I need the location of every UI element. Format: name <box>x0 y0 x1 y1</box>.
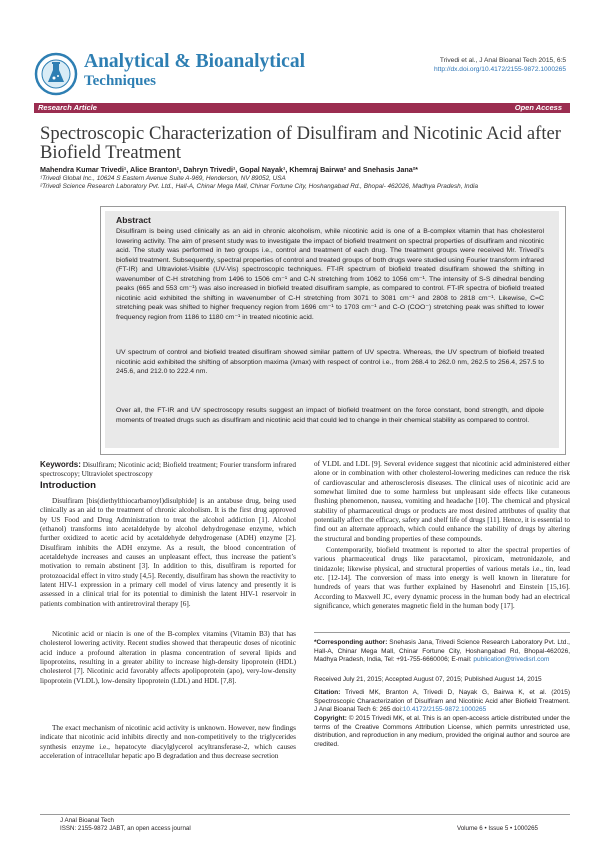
copyright-note <box>314 715 570 749</box>
keywords <box>40 460 296 480</box>
intro-paragraph-3: The exact mechanism of nicotinic acid activity is unknown. However, new findings indicate that nicotinic acid inhibits directly and non-competitively to the triglycerides synthesis enzyme i.e., hepatocyte diacylglycerol acyltransferase-2, which causes acceleration of intracellular hepatic apo B degradation and thus decrease secretion <box>40 724 296 761</box>
keywords-label: Keywords: <box>40 460 81 469</box>
footer-issn: ISSN: 2155-9872 JABT, an open access journal <box>60 825 191 832</box>
article-title: Spectroscopic Characterization of Disulfiram and Nicotinic Acid after Biofield Treatment <box>40 123 561 163</box>
intro-paragraph-2: Nicotinic acid or niacin is one of the B-complex vitamins (Vitamin B3) that has cholesterol lowering activity. Recent studies showed that therapeutic doses of nicotinic acid induce a profound alteration in plasma concentration of several lipids and lipoproteins, resulting in a greater ability to increase high-density lipoprotein (HDL) cholesterol [7]. Nicotinic acid favorably affects apolipoprotein (apo), very-low-density lipoprotein (VLDL), low-density lipoprotein (LDL) and HDL [7,8]. <box>40 630 296 685</box>
citation-text: Trivedi MK, Branton A, Trivedi D, Nayak G, Bairwa K, et al. (2015) Spectroscopic Characterization of Disulfiram and Nicotinic Acid after Biofield Treatment. J Anal Bioanal Tech 6: 265 doi: <box>314 689 570 713</box>
introduction-heading: Introduction <box>40 480 96 491</box>
abstract-paragraph-3: Over all, the FT-IR and UV spectroscopy results suggest an impact of biofield treatment on the force constant, bond strength, and dipole moments of treated drugs such as disulfiram and nicotinic acid that could led to change in their chemical stability as compared to control. <box>116 407 544 424</box>
footer-journal: J Anal Bioanal Tech <box>60 817 114 824</box>
right-paragraph-1: of VLDL and LDL [9]. Several evidence suggest that nicotinic acid administered either alone or in combination with other cholesterol-lowering medicines can reduce the risk of cardiovascular and atherosclerosis diseases. The clinical uses of nicotinic acid are somewhat limited due to some harmless but unpleasant side effects like cutaneous flushing phenomenon, nausea, vomiting and headache [10]. The chemical and physical stability of pharmaceutical drugs or products are most desired attributes of quality that potentially affect the efficacy, safety and shelf life of drugs [11]. Hence, it is essential to find out an alternate approach, which could enhance the stability of drugs by altering the structural and bonding properties of these compounds. <box>314 460 570 543</box>
copyright-label: Copyright: <box>314 715 347 722</box>
corresponding-author-note <box>314 639 570 665</box>
journal-logo <box>34 52 78 96</box>
article-type-bar <box>34 103 570 113</box>
footer-divider <box>40 814 570 815</box>
abstract-heading: Abstract <box>116 215 151 225</box>
open-access-label: Open Access <box>514 103 562 112</box>
affiliation-1: ¹Trivedi Global Inc., 10624 S Eastern Avenue Suite A-969, Henderson, NV 89052, USA <box>40 175 286 182</box>
abstract-paragraph-1: Disulfiram is being used clinically as an aid in chronic alcoholism, while nicotinic acid is one of a B-complex vitamin that has cholesterol lowering activity. The aim of present study was to investigate the impact of biofield treatment on spectral properties of disulfiram and nicotinic acid. The study was performed in two groups i.e., control and treatment of each drug. The treatment groups were received Mr. Trivedi’s biofield treatment. Subsequently, spectral properties of control and treated groups of both drugs were studied using Fourier transform infrared (FT-IR) and Ultraviolet-Visible (UV-Vis) spectroscopic techniques. FT-IR spectrum of biofield treated disulfiram showed the shifting in wavenumber of C-H stretching from 1496 to 1506 cm⁻¹ and C-N stretching from 1062 to 1056 cm⁻¹. The intensity of S-S dihedral bending peaks (665 and 553 cm⁻¹) was also increased in biofield treated disulfiram sample, as compared to control. FT-IR spectra of biofield treated nicotinic acid exhibited the shifting in wavenumber of C-H stretching from 3071 to 3081 cm⁻¹ and 2808 to 2818 cm⁻¹. Likewise, C=C stretching peak was shifted to higher frequency region from 1696 cm⁻¹ to 1703 cm⁻¹ and C-O (COO⁻) stretching peak was shifted to lower frequency region from 1186 to 1180 cm⁻¹ in treated nicotinic acid. <box>116 228 544 321</box>
abstract-paragraph-2: UV spectrum of control and biofield treated disulfiram showed similar pattern of UV spectra. Whereas, the UV spectrum of biofield treated nicotinic acid exhibited the shifting of absorption maxima (λmax) with respect of control i.e., from 268.4 to 262.0 nm, 262.5 to 256.4, 257.5 to 245.6, and 212.0 to 222.4 nm. <box>116 349 544 376</box>
notes-divider <box>314 632 570 633</box>
intro-paragraph-1: Disulfiram [bis(diethylthiocarbamoyl)disulphide] is an antabuse drug, being used clinically as an aid to the treatment of chronic alcoholism. It is the first drug approved by US Food and Drug Administration to treat the alcohol addiction [1]. Alcohol (ethanol) transforms into acetaldehyde by alcohol dehydrogenase enzyme, which further oxidized to acetic acid by acetaldehyde dehydrogenase (ADH) enzyme [2]. Disulfiram inhibits the ADH enzyme. As a result, the blood concentration of acetaldehyde increases and causes an unpleasant effect, thus increase the patient’s motivation to remain abstinent [3]. In addition to this, disulfiram is reported for protozoacidal effect in vitro study [4,5]. Recently, disulfiram has shown the reactivity to latent HIV-1 expression in a primary cell model of virus latency and presently it is assessed in a clinical trial for its potential to diminish the latent HIV-1 reservoir in patients combination with antiretroviral therapy [6]. <box>40 497 296 608</box>
author-list: Mahendra Kumar Trivedi¹, Alice Branton¹, Dahryn Trivedi¹, Gopal Nayak¹, Khemraj Bairwa² and Snehasis Jana²* <box>40 165 418 174</box>
email-link[interactable]: publication@trivedisrl.com <box>473 656 550 663</box>
keywords-text: Disulfiram; Nicotinic acid; Biofield treatment; Fourier transform infrared spectroscopy; Ultraviolet spectroscopy <box>40 461 296 479</box>
citation-note <box>314 689 570 715</box>
doi-link[interactable]: http://dx.doi.org/10.4172/2155-9872.1000265 <box>434 66 566 73</box>
journal-title: Analytical & Bioanalytical <box>84 51 305 72</box>
affiliation-2: ²Trivedi Science Research Laboratory Pvt. Ltd., Hall-A, Chinar Mega Mall, Chinar Fortune City, Hoshangabad Rd., Bhopal- 462026, Madhya Pradesh, India <box>40 183 479 190</box>
citation-doi-link[interactable]: 10.4172/2155-9872.1000265 <box>402 706 487 713</box>
right-paragraph-2: Contemporarily, biofield treatment is reported to alter the spectral properties of various pharmaceutical drugs like paracetamol, piroxicam, metronidazole, and tinidazole; likewise physical, and structural properties of various metals i.e., tin, lead etc. [12-14]. The conversion of mass into energy is well known in literature for hundreds of years that was further explained by Hasenohrl and Einstein [15,16]. According to Maxwell JC, every dynamic process in the human body had an electrical significance, which generates magnetic field in the human body [17]. <box>314 546 570 611</box>
corresponding-author-label: *Corresponding author: <box>314 639 388 646</box>
publication-dates: Received July 21, 2015; Accepted August 07, 2015; Published August 14, 2015 <box>314 676 542 683</box>
citation-line: Trivedi et al., J Anal Bioanal Tech 2015, 6:5 <box>439 57 566 64</box>
article-type-label: Research Article <box>38 103 97 112</box>
corresponding-author-text: Snehasis Jana, Trivedi Science Research Laboratory Pvt. Ltd., Hall-A, Chinar Mega Mall, Chinar Fortune City, Hoshangabad Rd, Bhopal-462026, Madhya Pradesh, India, Tel: +91-755-6660006; E-mail: <box>314 639 570 663</box>
footer-volume: Volume 6 • Issue 5 • 1000265 <box>456 825 538 832</box>
copyright-text: © 2015 Trivedi MK, et al. This is an open-access article distributed under the terms of the Creative Commons Attribution License, which permits unrestricted use, distribution, and reproduction in any medium, provided the original author and source are credited. <box>314 715 570 748</box>
journal-subtitle: Techniques <box>84 73 156 89</box>
citation-label: Citation: <box>314 689 341 696</box>
